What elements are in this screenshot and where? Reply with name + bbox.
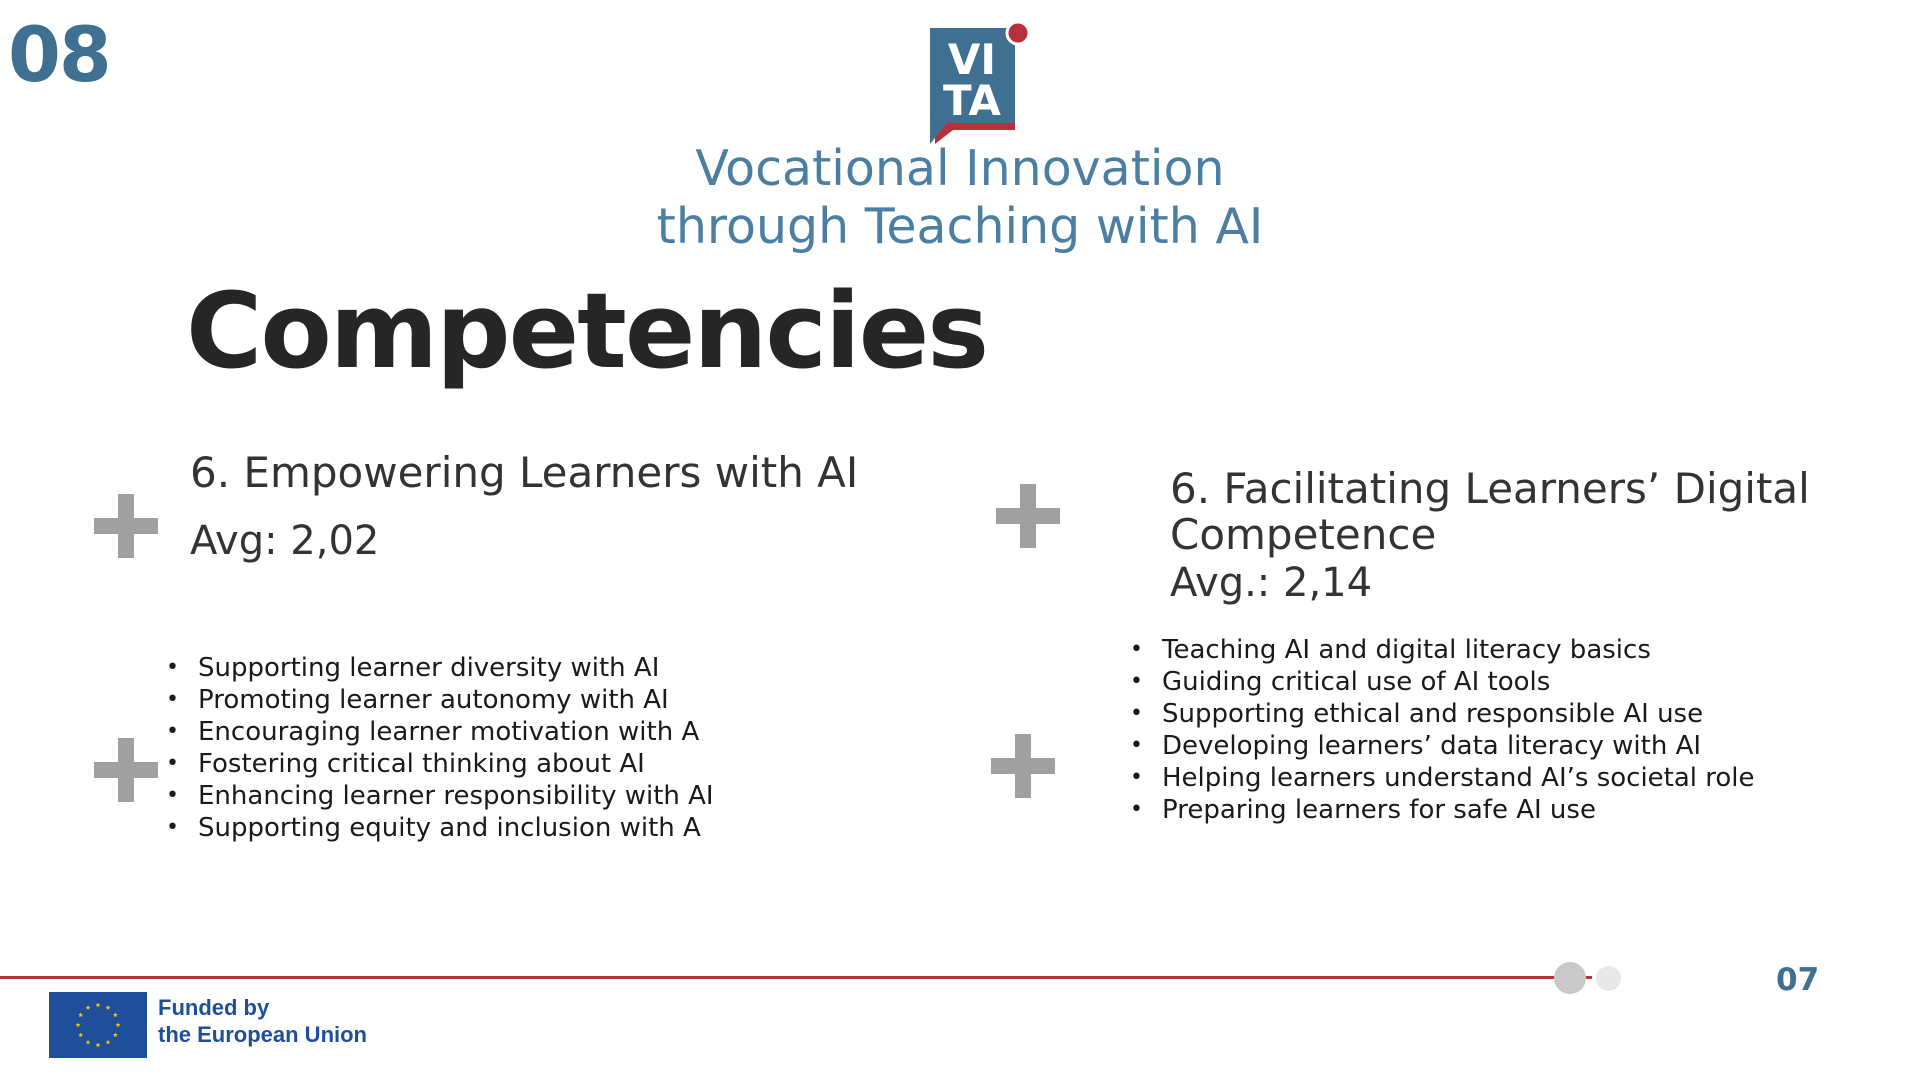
list-item: • Supporting ethical and responsible AI use	[1130, 698, 1755, 730]
list-item: • Enhancing learner responsibility with AI	[166, 780, 714, 812]
progress-dot-active	[1554, 962, 1586, 994]
progress-dot	[1596, 966, 1621, 991]
footer-divider	[0, 976, 1592, 979]
list-item: • Supporting equity and inclusion with A	[166, 812, 714, 844]
slide-title: Competencies	[186, 270, 988, 392]
funding-statement	[158, 994, 367, 1048]
plus-icon	[996, 484, 1060, 548]
plus-icon	[94, 738, 158, 802]
slide-number: 08	[8, 10, 110, 99]
logo-line2: TA	[943, 76, 1001, 125]
left-section-avg: Avg: 2,02	[190, 518, 380, 564]
plus-icon	[991, 734, 1055, 798]
logo-line1: VI	[947, 35, 997, 84]
list-item: • Encouraging learner motivation with A	[166, 716, 714, 748]
funding-line1: Funded by	[158, 995, 270, 1020]
list-item: • Promoting learner autonomy with AI	[166, 684, 714, 716]
list-item: • Guiding critical use of AI tools	[1130, 666, 1755, 698]
project-title	[560, 140, 1360, 256]
funding-line2: the European Union	[158, 1022, 367, 1047]
plus-icon	[94, 494, 158, 558]
vita-logo	[925, 20, 1035, 145]
right-section-avg: Avg.: 2,14	[1170, 560, 1373, 606]
project-title-line2: through Teaching with AI	[656, 198, 1264, 255]
list-item: • Preparing learners for safe AI use	[1130, 794, 1755, 826]
list-item: • Supporting learner diversity with AI	[166, 652, 714, 684]
list-item: • Developing learners’ data literacy with AI	[1130, 730, 1755, 762]
eu-flag-icon	[49, 992, 147, 1058]
page-number: 07	[1776, 962, 1820, 998]
right-section-heading: 6. Facilitating Learners’ Digital Competence	[1170, 464, 1810, 559]
list-item: • Teaching AI and digital literacy basics	[1130, 634, 1755, 666]
list-item: • Fostering critical thinking about AI	[166, 748, 714, 780]
project-title-line1: Vocational Innovation	[695, 140, 1225, 197]
list-item: • Helping learners understand AI’s societal role	[1130, 762, 1755, 794]
left-section-heading: 6. Empowering Learners with AI	[190, 448, 859, 497]
right-bullet-list	[1130, 634, 1755, 826]
left-bullet-list	[166, 652, 714, 844]
